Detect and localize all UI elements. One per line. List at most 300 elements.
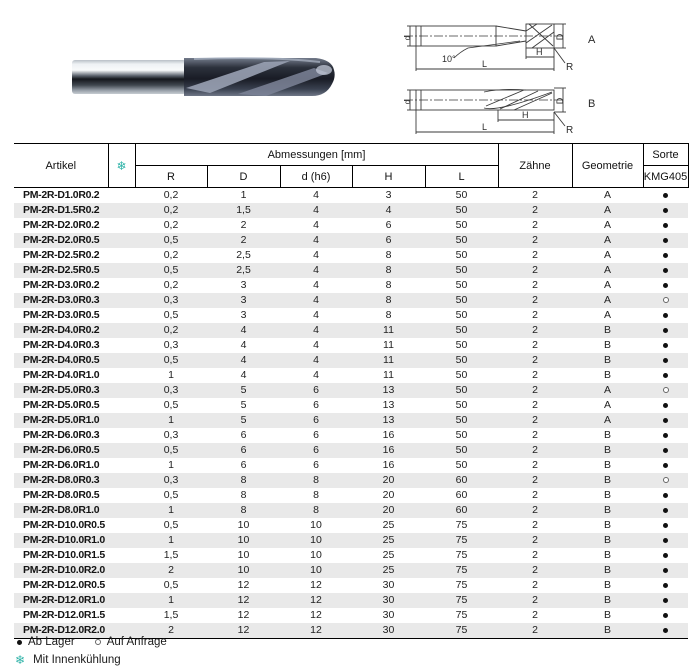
sorte-cell bbox=[643, 443, 688, 458]
sorte-cell bbox=[643, 593, 688, 608]
h-cell: 16 bbox=[382, 459, 395, 471]
dh6-cell: 10 bbox=[310, 549, 322, 561]
in-stock-label: Ab Lager bbox=[28, 636, 75, 648]
l-cell: 75 bbox=[455, 519, 468, 531]
col-header-r: R bbox=[135, 166, 207, 188]
d-cell: 5 bbox=[240, 399, 247, 411]
h-cell: 16 bbox=[382, 429, 395, 441]
cooling-legend bbox=[15, 653, 121, 667]
zaehne-cell: 2 bbox=[532, 369, 538, 381]
d-cell: 3 bbox=[240, 294, 247, 306]
r-cell: 0,5 bbox=[163, 234, 179, 246]
col-header-zaehne: Zähne bbox=[498, 144, 572, 188]
geometrie-cell: A bbox=[603, 399, 611, 411]
availability-legend bbox=[17, 636, 167, 648]
availability-dot-icon bbox=[663, 313, 668, 318]
zaehne-cell: 2 bbox=[532, 399, 538, 411]
geometrie-cell: B bbox=[603, 474, 611, 486]
col-header-h: H bbox=[352, 166, 425, 188]
zaehne-cell: 2 bbox=[532, 324, 538, 336]
artikel-cell: PM-2R-D10.0R2.0 bbox=[23, 564, 105, 576]
cooling-cell bbox=[108, 218, 135, 233]
zaehne-cell: 2 bbox=[532, 609, 538, 621]
availability-dot-icon bbox=[663, 538, 668, 543]
table-row bbox=[14, 368, 688, 383]
geometrie-cell: A bbox=[603, 204, 611, 216]
dh6-cell: 4 bbox=[313, 219, 319, 231]
table-body bbox=[14, 188, 688, 639]
artikel-cell: PM-2R-D2.0R0.5 bbox=[23, 234, 100, 246]
l-cell: 75 bbox=[455, 564, 468, 576]
sorte-cell bbox=[643, 473, 688, 488]
availability-dot-icon bbox=[663, 568, 668, 573]
table-row bbox=[14, 608, 688, 623]
geometrie-cell: A bbox=[603, 234, 611, 246]
geometrie-cell: A bbox=[603, 384, 611, 396]
geometrie-cell: B bbox=[603, 339, 611, 351]
geometrie-cell: B bbox=[603, 564, 611, 576]
zaehne-cell: 2 bbox=[532, 549, 538, 561]
d-cell: 3 bbox=[240, 309, 247, 321]
artikel-cell: PM-2R-D6.0R1.0 bbox=[23, 459, 100, 471]
zaehne-cell: 2 bbox=[532, 444, 538, 456]
r-cell: 2 bbox=[168, 564, 174, 576]
availability-dot-icon bbox=[663, 598, 668, 603]
dh6-cell: 8 bbox=[313, 504, 319, 516]
availability-dot-icon bbox=[663, 387, 669, 393]
l-cell: 50 bbox=[455, 324, 468, 336]
table-row bbox=[14, 188, 688, 204]
d-cell: 2 bbox=[240, 219, 247, 231]
r-cell: 0,2 bbox=[163, 249, 179, 261]
artikel-cell: PM-2R-D12.0R1.5 bbox=[23, 609, 105, 621]
r-cell: 2 bbox=[168, 624, 174, 636]
dh6-cell: 4 bbox=[313, 189, 319, 201]
d-cell: 10 bbox=[237, 519, 250, 531]
table-row bbox=[14, 278, 688, 293]
l-cell: 75 bbox=[455, 594, 468, 606]
cooling-cell bbox=[108, 608, 135, 623]
sorte-cell bbox=[643, 293, 688, 308]
r-cell: 0,2 bbox=[163, 219, 179, 231]
dim-label-dcap: D bbox=[555, 97, 565, 105]
endmill-photo-graphic bbox=[68, 46, 340, 114]
product-table bbox=[14, 143, 689, 639]
d-cell: 12 bbox=[237, 594, 250, 606]
h-cell: 20 bbox=[382, 489, 395, 501]
geometrie-cell: A bbox=[603, 414, 611, 426]
h-cell: 8 bbox=[385, 279, 392, 291]
artikel-cell: PM-2R-D5.0R0.5 bbox=[23, 399, 100, 411]
l-cell: 50 bbox=[455, 444, 468, 456]
h-cell: 13 bbox=[382, 384, 395, 396]
availability-dot-icon bbox=[663, 358, 668, 363]
cooling-cell bbox=[108, 368, 135, 383]
l-cell: 50 bbox=[455, 354, 468, 366]
l-cell: 50 bbox=[455, 309, 468, 321]
h-cell: 20 bbox=[382, 474, 395, 486]
col-header-dh6: d (h6) bbox=[280, 166, 352, 188]
cooling-cell bbox=[108, 488, 135, 503]
dh6-cell: 12 bbox=[310, 624, 322, 636]
availability-dot-icon bbox=[663, 493, 668, 498]
col-header-l: L bbox=[425, 166, 498, 188]
d-cell: 12 bbox=[237, 609, 250, 621]
d-cell: 12 bbox=[237, 624, 250, 636]
l-cell: 60 bbox=[455, 489, 468, 501]
dh6-cell: 12 bbox=[310, 594, 322, 606]
geometrie-cell: B bbox=[603, 354, 611, 366]
l-cell: 75 bbox=[455, 579, 468, 591]
cooling-cell bbox=[108, 578, 135, 593]
l-cell: 50 bbox=[455, 384, 468, 396]
dh6-cell: 4 bbox=[313, 279, 319, 291]
dh6-cell: 4 bbox=[313, 339, 319, 351]
r-cell: 1 bbox=[168, 594, 174, 606]
table-row bbox=[14, 593, 688, 608]
availability-dot-icon bbox=[663, 343, 668, 348]
dim-label-dcap: D bbox=[555, 33, 565, 41]
table-row bbox=[14, 533, 688, 548]
cooling-cell bbox=[108, 518, 135, 533]
geometrie-cell: B bbox=[603, 624, 611, 636]
sorte-cell bbox=[643, 563, 688, 578]
l-cell: 50 bbox=[455, 264, 468, 276]
sorte-cell bbox=[643, 458, 688, 473]
product-photo bbox=[68, 46, 340, 119]
h-cell: 13 bbox=[382, 399, 395, 411]
zaehne-cell: 2 bbox=[532, 429, 538, 441]
h-cell: 30 bbox=[382, 594, 395, 606]
r-cell: 0,3 bbox=[163, 429, 179, 441]
zaehne-cell: 2 bbox=[532, 474, 538, 486]
availability-dot-icon bbox=[663, 508, 668, 513]
geometrie-cell: A bbox=[603, 249, 611, 261]
sorte-cell bbox=[643, 353, 688, 368]
cooling-label: Mit Innenkühlung bbox=[33, 654, 121, 666]
geometrie-cell: B bbox=[603, 429, 611, 441]
d-cell: 1 bbox=[240, 189, 247, 201]
sorte-cell bbox=[643, 338, 688, 353]
d-cell: 5 bbox=[240, 414, 247, 426]
h-cell: 16 bbox=[382, 444, 395, 456]
sorte-cell bbox=[643, 383, 688, 398]
r-cell: 0,3 bbox=[163, 474, 179, 486]
zaehne-cell: 2 bbox=[532, 489, 538, 501]
h-cell: 11 bbox=[383, 369, 394, 381]
artikel-cell: PM-2R-D10.0R1.0 bbox=[23, 534, 105, 546]
table-header bbox=[14, 144, 688, 188]
zaehne-cell: 2 bbox=[532, 234, 538, 246]
h-cell: 25 bbox=[382, 564, 395, 576]
sorte-cell bbox=[643, 278, 688, 293]
geometrie-cell: B bbox=[603, 489, 611, 501]
dim-label-d: d bbox=[403, 99, 412, 105]
sorte-cell bbox=[643, 608, 688, 623]
zaehne-cell: 2 bbox=[532, 564, 538, 576]
d-cell: 1,5 bbox=[236, 204, 251, 216]
variant-b-label: B bbox=[588, 98, 596, 110]
availability-dot-icon bbox=[663, 297, 669, 303]
geometrie-cell: A bbox=[603, 279, 611, 291]
geometrie-cell: B bbox=[603, 324, 611, 336]
zaehne-cell: 2 bbox=[532, 504, 538, 516]
sorte-cell bbox=[643, 263, 688, 278]
dh6-cell: 4 bbox=[313, 369, 319, 381]
dh6-cell: 10 bbox=[310, 564, 322, 576]
h-cell: 11 bbox=[383, 354, 394, 366]
table-row bbox=[14, 233, 688, 248]
l-cell: 50 bbox=[455, 459, 468, 471]
table-row bbox=[14, 218, 688, 233]
cooling-cell bbox=[108, 398, 135, 413]
artikel-cell: PM-2R-D3.0R0.2 bbox=[23, 279, 100, 291]
table-row bbox=[14, 548, 688, 563]
table-row bbox=[14, 398, 688, 413]
h-cell: 6 bbox=[385, 219, 392, 231]
sorte-cell bbox=[643, 233, 688, 248]
dim-label-l: L bbox=[482, 59, 488, 69]
cooling-cell bbox=[108, 263, 135, 278]
sorte-cell bbox=[643, 578, 688, 593]
artikel-cell: PM-2R-D10.0R0.5 bbox=[23, 519, 105, 531]
availability-dot-icon bbox=[663, 268, 668, 273]
artikel-cell: PM-2R-D3.0R0.3 bbox=[23, 294, 100, 306]
h-cell: 8 bbox=[385, 264, 392, 276]
d-cell: 12 bbox=[237, 579, 250, 591]
cooling-cell bbox=[108, 458, 135, 473]
table-row bbox=[14, 578, 688, 593]
h-cell: 13 bbox=[382, 414, 395, 426]
r-cell: 0,5 bbox=[163, 264, 179, 276]
geometrie-cell: A bbox=[603, 264, 611, 276]
availability-dot-icon bbox=[663, 193, 668, 198]
dh6-cell: 4 bbox=[313, 264, 319, 276]
availability-dot-icon bbox=[663, 628, 668, 633]
table-row bbox=[14, 248, 688, 263]
l-cell: 50 bbox=[455, 204, 468, 216]
geometrie-cell: B bbox=[603, 579, 611, 591]
variant-a-label: A bbox=[588, 34, 596, 46]
dh6-cell: 4 bbox=[313, 204, 319, 216]
r-cell: 0,3 bbox=[163, 339, 179, 351]
d-cell: 10 bbox=[237, 549, 250, 561]
artikel-cell: PM-2R-D12.0R1.0 bbox=[23, 594, 105, 606]
zaehne-cell: 2 bbox=[532, 384, 538, 396]
table-row bbox=[14, 263, 688, 278]
zaehne-cell: 2 bbox=[532, 249, 538, 261]
artikel-cell: PM-2R-D4.0R0.2 bbox=[23, 324, 100, 336]
on-request-label: Auf Anfrage bbox=[106, 636, 167, 648]
geometrie-cell: B bbox=[603, 444, 611, 456]
d-cell: 4 bbox=[240, 324, 247, 336]
dh6-cell: 4 bbox=[313, 294, 319, 306]
availability-dot-icon bbox=[663, 433, 668, 438]
dim-label-r: R bbox=[566, 62, 574, 73]
artikel-cell: PM-2R-D4.0R0.3 bbox=[23, 339, 100, 351]
availability-dot-icon bbox=[663, 463, 668, 468]
h-cell: 6 bbox=[385, 234, 392, 246]
col-header-abmessungen: Abmessungen [mm] bbox=[135, 144, 498, 166]
h-cell: 25 bbox=[382, 519, 395, 531]
h-cell: 30 bbox=[382, 609, 395, 621]
dh6-cell: 8 bbox=[313, 474, 319, 486]
l-cell: 75 bbox=[455, 534, 468, 546]
l-cell: 60 bbox=[455, 504, 468, 516]
l-cell: 50 bbox=[455, 399, 468, 411]
artikel-cell: PM-2R-D12.0R0.5 bbox=[23, 579, 105, 591]
r-cell: 1,5 bbox=[163, 549, 179, 561]
table-row bbox=[14, 443, 688, 458]
sorte-cell bbox=[643, 623, 688, 639]
d-cell: 10 bbox=[237, 534, 250, 546]
table-row bbox=[14, 353, 688, 368]
table-row bbox=[14, 458, 688, 473]
zaehne-cell: 2 bbox=[532, 189, 538, 201]
zaehne-cell: 2 bbox=[532, 264, 538, 276]
sorte-cell bbox=[643, 533, 688, 548]
zaehne-cell: 2 bbox=[532, 219, 538, 231]
l-cell: 75 bbox=[455, 549, 468, 561]
table-row bbox=[14, 323, 688, 338]
availability-dot-icon bbox=[663, 238, 668, 243]
d-cell: 2,5 bbox=[236, 249, 251, 261]
dim-label-l: L bbox=[482, 122, 488, 132]
dh6-cell: 4 bbox=[313, 234, 319, 246]
cooling-cell bbox=[108, 278, 135, 293]
artikel-cell: PM-2R-D5.0R0.3 bbox=[23, 384, 100, 396]
table-row bbox=[14, 488, 688, 503]
dim-label-h: H bbox=[522, 110, 529, 120]
r-cell: 0,5 bbox=[163, 444, 179, 456]
sorte-cell bbox=[643, 323, 688, 338]
geometrie-cell: B bbox=[603, 594, 611, 606]
dh6-cell: 6 bbox=[313, 414, 319, 426]
artikel-cell: PM-2R-D1.5R0.2 bbox=[23, 204, 100, 216]
zaehne-cell: 2 bbox=[532, 624, 538, 636]
zaehne-cell: 2 bbox=[532, 294, 538, 306]
table-row bbox=[14, 518, 688, 533]
l-cell: 50 bbox=[455, 294, 468, 306]
table-row bbox=[14, 383, 688, 398]
sorte-cell bbox=[643, 398, 688, 413]
table-row bbox=[14, 203, 688, 218]
r-cell: 0,2 bbox=[163, 324, 179, 336]
artikel-cell: PM-2R-D4.0R0.5 bbox=[23, 354, 100, 366]
table-row bbox=[14, 473, 688, 488]
on-request-dot-icon bbox=[95, 639, 101, 645]
availability-dot-icon bbox=[663, 208, 668, 213]
sorte-cell bbox=[643, 488, 688, 503]
r-cell: 1 bbox=[168, 459, 174, 471]
zaehne-cell: 2 bbox=[532, 309, 538, 321]
zaehne-cell: 2 bbox=[532, 579, 538, 591]
availability-dot-icon bbox=[663, 253, 668, 258]
l-cell: 50 bbox=[455, 414, 468, 426]
d-cell: 8 bbox=[240, 489, 247, 501]
artikel-cell: PM-2R-D2.5R0.5 bbox=[23, 264, 100, 276]
availability-dot-icon bbox=[663, 613, 668, 618]
dh6-cell: 6 bbox=[313, 429, 319, 441]
r-cell: 1 bbox=[168, 534, 174, 546]
table-row bbox=[14, 413, 688, 428]
sorte-cell bbox=[643, 188, 688, 204]
h-cell: 3 bbox=[385, 189, 392, 201]
h-cell: 8 bbox=[385, 294, 392, 306]
h-cell: 25 bbox=[382, 534, 395, 546]
dh6-cell: 10 bbox=[310, 534, 322, 546]
artikel-cell: PM-2R-D5.0R1.0 bbox=[23, 414, 100, 426]
cooling-cell bbox=[108, 383, 135, 398]
r-cell: 0,2 bbox=[163, 189, 179, 201]
l-cell: 50 bbox=[455, 249, 468, 261]
artikel-cell: PM-2R-D2.5R0.2 bbox=[23, 249, 100, 261]
r-cell: 0,5 bbox=[163, 399, 179, 411]
geometrie-cell: B bbox=[603, 549, 611, 561]
cooling-cell bbox=[108, 443, 135, 458]
availability-dot-icon bbox=[663, 418, 668, 423]
r-cell: 1 bbox=[168, 369, 174, 381]
geometrie-cell: B bbox=[603, 459, 611, 471]
artikel-cell: PM-2R-D6.0R0.5 bbox=[23, 444, 100, 456]
l-cell: 50 bbox=[455, 189, 468, 201]
drawing-b-graphic bbox=[402, 80, 612, 140]
l-cell: 50 bbox=[455, 234, 468, 246]
table-row bbox=[14, 293, 688, 308]
table-row bbox=[14, 428, 688, 443]
l-cell: 75 bbox=[455, 624, 468, 636]
dh6-cell: 6 bbox=[313, 399, 319, 411]
d-cell: 2 bbox=[240, 234, 247, 246]
sorte-cell bbox=[643, 308, 688, 323]
dh6-cell: 6 bbox=[313, 459, 319, 471]
l-cell: 50 bbox=[455, 279, 468, 291]
sorte-cell bbox=[643, 518, 688, 533]
artikel-cell: PM-2R-D10.0R1.5 bbox=[23, 549, 105, 561]
geometrie-cell: A bbox=[603, 294, 611, 306]
col-header-d: D bbox=[207, 166, 280, 188]
dh6-cell: 4 bbox=[313, 309, 319, 321]
dh6-cell: 6 bbox=[313, 384, 319, 396]
d-cell: 4 bbox=[240, 354, 247, 366]
availability-dot-icon bbox=[663, 553, 668, 558]
l-cell: 50 bbox=[455, 369, 468, 381]
r-cell: 0,5 bbox=[163, 309, 179, 321]
r-cell: 0,2 bbox=[163, 204, 179, 216]
dh6-cell: 12 bbox=[310, 609, 322, 621]
table-row bbox=[14, 308, 688, 323]
sorte-cell bbox=[643, 548, 688, 563]
d-cell: 6 bbox=[240, 459, 247, 471]
dh6-cell: 4 bbox=[313, 324, 319, 336]
col-header-artikel: Artikel bbox=[14, 144, 108, 188]
r-cell: 1,5 bbox=[163, 609, 179, 621]
h-cell: 20 bbox=[382, 504, 395, 516]
cooling-cell bbox=[108, 203, 135, 218]
availability-dot-icon bbox=[663, 523, 668, 528]
zaehne-cell: 2 bbox=[532, 594, 538, 606]
sorte-cell bbox=[643, 503, 688, 518]
cooling-cell bbox=[108, 428, 135, 443]
sorte-cell bbox=[643, 413, 688, 428]
cooling-snowflake-icon: ❄ bbox=[15, 653, 26, 667]
cooling-cell bbox=[108, 473, 135, 488]
geometrie-cell: A bbox=[603, 219, 611, 231]
geometrie-cell: B bbox=[603, 609, 611, 621]
availability-dot-icon bbox=[663, 583, 668, 588]
technical-drawing-b bbox=[402, 80, 612, 145]
availability-dot-icon bbox=[663, 283, 668, 288]
